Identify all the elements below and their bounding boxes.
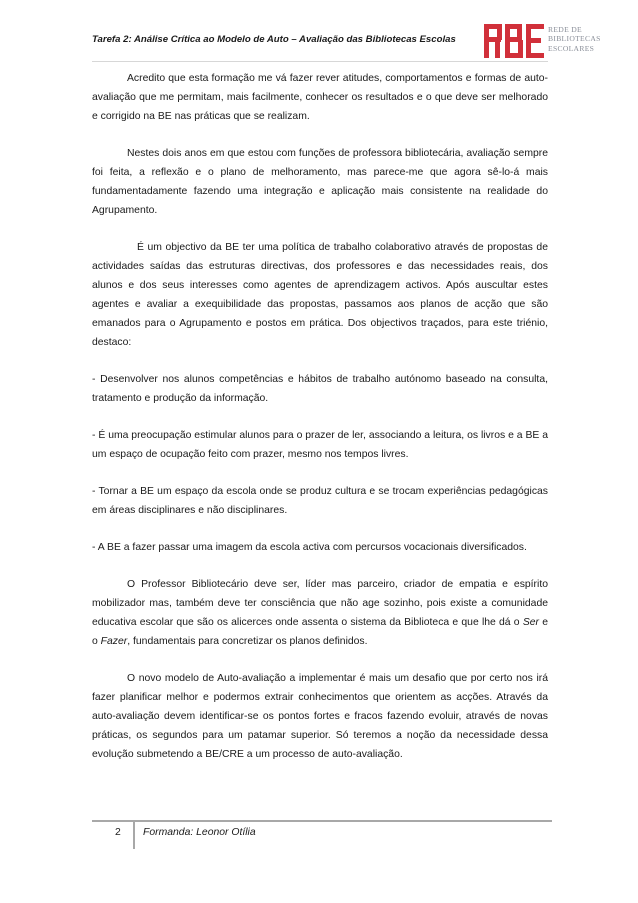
- objective-item: - Tornar a BE um espaço da escola onde se produz cultura e se trocam experiências pedagógicas em áreas disciplinares e não disciplinares.: [92, 486, 548, 516]
- paragraph: O novo modelo de Auto-avaliação a implementar é mais um desafio que por certo nos irá fazer planificar melhor e podermos extrair conhecimentos que orientem as acções. Através da auto-avaliação devem identificar-se os pontos fortes e fracos fazendo evoluir, através de novas práticas, os segundos para um patamar superior. Só teremos a noção da necessidade dessa evolução submetendo a BE/CRE a um processo de auto-avaliação.: [92, 673, 548, 760]
- objective-item: - A BE a fazer passar uma imagem da escola activa com percursos vocacionais diversificados.: [92, 542, 527, 553]
- rbe-logo-text: [548, 25, 628, 53]
- paragraph: É um objectivo da BE ter uma política de trabalho colaborativo através de propostas de actividades saídas das estruturas directivas, dos professores e das necessidades reais, dos alunos e dos seus interesses como agentes de aprendizagem activos. Após auscultar estes agentes e avaliar a exequibilidade das propostas, passamos aos planos de acção que são emanados para o Agrupamento e postos em prática. Dos objectivos traçados, para este triénio, destaco:: [92, 242, 548, 348]
- text-run: , fundamentais para concretizar os planos definidos.: [127, 636, 368, 647]
- italic-term-ser: Ser: [522, 617, 539, 628]
- document-body: [92, 69, 548, 782]
- objective-item: - Desenvolver nos alunos competências e hábitos de trabalho autónomo baseado na consulta, tratamento e produção da informação.: [92, 374, 548, 404]
- logo-line: BIBLIOTECAS: [548, 34, 601, 44]
- italic-term-fazer: Fazer: [100, 636, 128, 647]
- text-run: e o: [92, 617, 548, 647]
- logo-line: ESCOLARES: [548, 43, 595, 53]
- paragraph: [92, 575, 548, 651]
- footer-divider: [92, 820, 552, 822]
- logo-line: REDE DE: [548, 25, 582, 34]
- text-run: O Professor Bibliotecário deve ser, líder mas parceiro, criador de empatia e espírito mobilizador mas, também deve ter consciência que não age sozinho, pois existe a comunidade educativa escolar que são os alicerces onde assenta o sistema da Biblioteca e que lhe dá o: [92, 579, 548, 628]
- header-title: Tarefa 2: Análise Crítica ao Modelo de Auto – Avaliação das Bibliotecas Escolas: [92, 34, 456, 45]
- paragraph: Acredito que esta formação me vá fazer rever atitudes, comportamentos e formas de auto-avaliação que me permitam, mais facilmente, conhecer os resultados e o que deve ser melhorado e corrigido na BE nas práticas que se realizam.: [92, 73, 548, 122]
- paragraph: Nestes dois anos em que estou com funções de professora bibliotecária, avaliação sempre foi feita, a reflexão e o plano de melhoramento, mas parece-me que agora sê-lo-á mais fundamentadamente fazendo uma integração e aplicação mais consistente na realidade do Agrupamento.: [92, 148, 548, 216]
- page-header: [92, 18, 601, 60]
- footer-separator: [133, 822, 135, 849]
- rbe-logo-mark: [484, 24, 544, 58]
- objective-item: - É uma preocupação estimular alunos para o prazer de ler, associando a leitura, os livros e a BE a um espaço de ocupação feito com prazer, mesmo nos tempos livres.: [92, 430, 548, 460]
- footer-author: Formanda: Leonor Otília: [143, 827, 256, 838]
- page-number: 2: [115, 827, 121, 838]
- header-divider: [92, 61, 548, 62]
